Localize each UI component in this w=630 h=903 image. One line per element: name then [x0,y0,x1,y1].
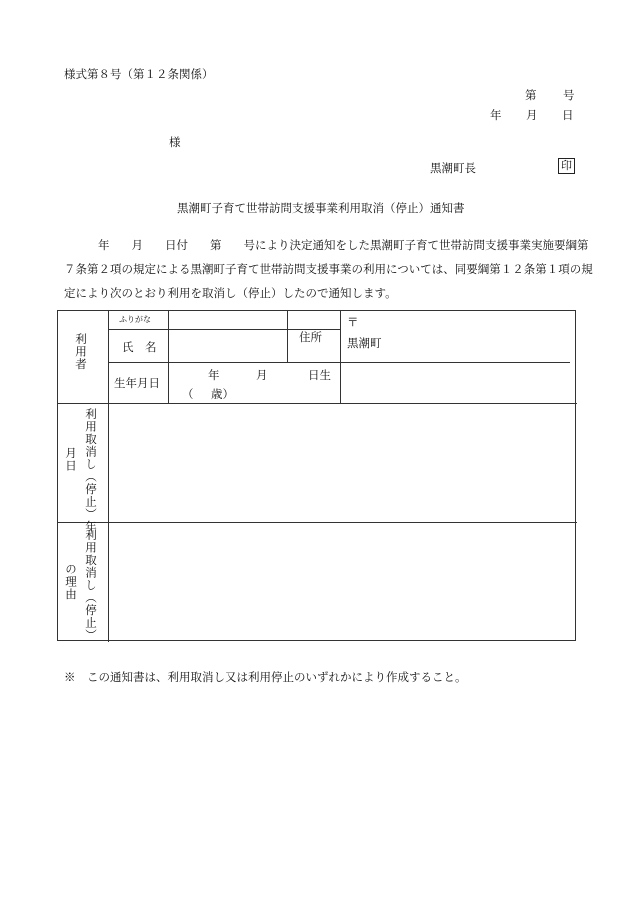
date-day: 日 [562,108,574,122]
address-label: 住所 [299,330,322,344]
seal-stamp: 印 [558,158,575,174]
body-text: 号により決定通知をした黒潮町子育て世帯訪問支援事業実施要綱第７条第２項の規定による黒潮町子育て世帯訪問支援事業の利用については、同要綱第１２条第１項の規定により次のとおり利用を取消し（停止）したので通知します。 [64,238,593,300]
body-paragraph [64,233,594,305]
date-month: 月 [526,108,538,122]
doc-number-dai: 第 [525,88,537,102]
age-close: 歳） [211,387,234,401]
furigana-label: ふりがな [119,315,151,324]
date-year: 年 [490,108,502,122]
addressee-suffix: 様 [169,135,181,149]
birth-date-label: 生年月日 [114,376,160,390]
footnote: ※ この通知書は、利用取消し又は利用停止のいずれかにより作成すること。 [64,670,467,684]
reason-field[interactable] [109,523,576,641]
doc-number-go: 号 [563,88,575,102]
cancel-date-field[interactable] [109,404,576,521]
birth-day: 日生 [308,368,331,382]
postal-mark: 〒 [347,315,359,329]
document-title: 黒潮町子育て世帯訪問支援事業利用取消（停止）通知書 [177,201,465,215]
birth-extra-field[interactable] [341,363,576,402]
issuer-name: 黒潮町長 [430,161,476,175]
form-number: 様式第８号（第１２条関係） [64,67,214,81]
body-year: 年 [98,238,110,252]
town-name: 黒潮町 [347,336,382,350]
birth-month: 月 [256,368,268,382]
name-label: 氏 名 [122,340,157,354]
user-label: 利用者 [74,333,88,371]
reason-label-b: の理由 [64,563,78,601]
cancel-date-label-b: 月日 [64,447,78,472]
body-day: 日付 [165,238,188,252]
notification-table [57,310,576,641]
cancel-date-label-a: 利用取消し（停止）年 [84,408,98,533]
birth-year: 年 [208,368,220,382]
age-open: （ [182,387,194,401]
reason-label-a: 利用取消し（停止） [84,529,98,642]
furigana-field[interactable] [169,312,287,328]
body-dai: 第 [210,238,222,252]
body-month: 月 [131,238,143,252]
address-field[interactable] [341,312,576,362]
